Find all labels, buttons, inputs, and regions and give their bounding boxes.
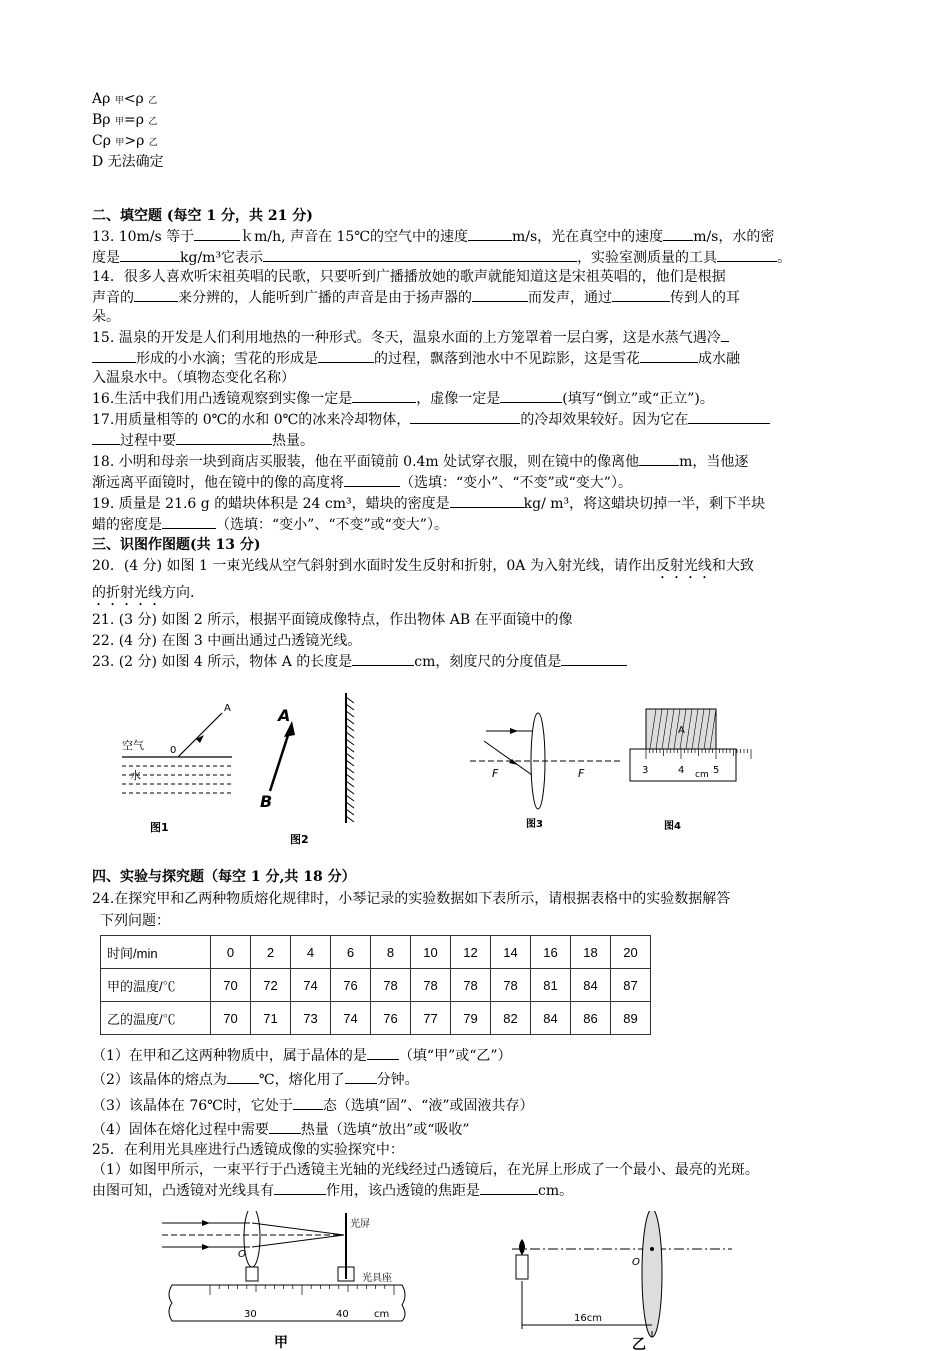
q14-line1: 14．很多人喜欢听宋祖英唱的民歌，只要听到广播播放她的歌声就能知道这是宋祖英唱的，他们是根据 bbox=[92, 269, 726, 285]
table-row bbox=[101, 1002, 651, 1035]
answer-blank[interactable] bbox=[450, 493, 524, 508]
convex-lens bbox=[642, 1211, 662, 1337]
ray-arrow bbox=[202, 1220, 210, 1226]
q23-text: cm，刻度尺的分度值是 bbox=[414, 654, 562, 670]
ruler-label-4: 4 bbox=[678, 765, 685, 776]
table-cell: 84 bbox=[571, 969, 611, 1002]
hatch-stroke bbox=[346, 718, 354, 724]
q20-line2 bbox=[92, 582, 862, 609]
q25-text: 由图可知，凸透镜对光线具有 bbox=[92, 1183, 274, 1199]
ray-arrow bbox=[196, 735, 204, 743]
table-cell: 10 bbox=[411, 936, 451, 969]
q24-text: 分钟。 bbox=[376, 1072, 419, 1088]
subscript: 甲 bbox=[114, 96, 124, 106]
q25-line: 25．在利用光具座进行凸透镜成像的实验探究中： bbox=[92, 1142, 404, 1158]
q18-text: m，当他逐 bbox=[679, 454, 749, 470]
ruler-unit: cm bbox=[695, 770, 709, 780]
q24-sub2 bbox=[92, 1067, 862, 1093]
section-2-title: 二、填空题 (每空 1 分，共 21 分) bbox=[92, 208, 313, 224]
figure-3-caption: 图3 bbox=[526, 819, 543, 830]
option-a-op: <ρ bbox=[123, 91, 149, 107]
hatch-stroke bbox=[346, 739, 354, 745]
answer-blank[interactable] bbox=[663, 226, 693, 241]
q18-line1 bbox=[92, 451, 862, 472]
answer-blank[interactable] bbox=[194, 226, 240, 241]
table-header-yi: 乙的温度/℃ bbox=[101, 1002, 211, 1035]
answer-blank[interactable] bbox=[134, 287, 178, 302]
optical-bench bbox=[169, 1285, 405, 1321]
q25-text: cm。 bbox=[538, 1183, 574, 1199]
q16-text: (填写“倒立”或“正立”)。 bbox=[562, 391, 714, 407]
q21-line: 21. (3 分) 如图 2 所示，根据平面镜成像特点，作出物体 AB 在平面镜中的像 bbox=[92, 612, 573, 628]
hatch-stroke bbox=[346, 725, 354, 731]
melting-data-table bbox=[100, 935, 651, 1035]
q13-text: m/s，光在真空中的速度 bbox=[512, 229, 664, 245]
answer-blank[interactable] bbox=[92, 430, 120, 445]
table-cell: 71 bbox=[251, 1002, 291, 1035]
q16-text: 16.生活中我们用凸透镜观察到实像一定是 bbox=[92, 391, 353, 407]
answer-blank[interactable] bbox=[318, 348, 374, 363]
hatch-stroke bbox=[346, 802, 354, 808]
distance-label: 16cm bbox=[574, 1313, 602, 1324]
answer-blank[interactable] bbox=[345, 1069, 377, 1084]
q14-text: 声音的 bbox=[92, 290, 134, 306]
lens-center bbox=[650, 1247, 654, 1251]
q25-text: 作用，该凸透镜的焦距是 bbox=[326, 1183, 480, 1199]
q18-text: （选填：“变小”、“不变”或“变大”）。 bbox=[400, 475, 632, 491]
q15-line3: 入温泉水中。（填物态变化名称） bbox=[92, 370, 295, 386]
ray-arrow bbox=[202, 1244, 210, 1250]
q13-line1 bbox=[92, 226, 862, 247]
q24-line2: 下列问题： bbox=[100, 913, 170, 929]
subscript: 甲 bbox=[114, 117, 124, 127]
figure-4-caption: 图4 bbox=[664, 821, 681, 832]
table-cell: 70 bbox=[211, 969, 251, 1002]
figure-yi bbox=[512, 1211, 732, 1351]
point-a-label: A bbox=[278, 706, 291, 725]
answer-blank[interactable] bbox=[639, 451, 679, 466]
table-header-jia: 甲的温度/℃ bbox=[101, 969, 211, 1002]
q24-text: 热量（选填“放出”或“吸收” bbox=[300, 1122, 470, 1138]
q20-emphasis: 反射光线 bbox=[655, 558, 712, 574]
answer-blank[interactable] bbox=[468, 226, 512, 241]
q13-line2 bbox=[92, 247, 862, 268]
q13-text: kg/m³它表示 bbox=[180, 250, 264, 266]
table-cell: 74 bbox=[291, 969, 331, 1002]
q24-text: 态（选填“固”、“液”或固液共存） bbox=[322, 1098, 534, 1114]
hatch-stroke bbox=[346, 781, 354, 787]
q13-text: 。 bbox=[777, 250, 792, 266]
option-a-text: Aρ bbox=[92, 91, 115, 107]
q15-line2 bbox=[92, 348, 862, 369]
q14-line2 bbox=[92, 287, 862, 308]
ruler-label-5: 5 bbox=[713, 765, 720, 776]
table-cell: 18 bbox=[571, 936, 611, 969]
figure-4 bbox=[630, 709, 751, 832]
q17-text: 热量。 bbox=[272, 433, 314, 449]
hatch-stroke bbox=[346, 711, 354, 717]
table-cell: 76 bbox=[331, 969, 371, 1002]
hatch-stroke bbox=[346, 795, 354, 801]
q19-line1 bbox=[92, 493, 862, 514]
lens-holder bbox=[246, 1267, 258, 1281]
answer-blank[interactable] bbox=[274, 1180, 326, 1195]
q14-text: 而发声，通过 bbox=[528, 290, 612, 306]
table-cell: 84 bbox=[531, 1002, 571, 1035]
option-c bbox=[92, 132, 862, 153]
q20-text: 和大致 bbox=[711, 558, 754, 574]
table-cell: 74 bbox=[331, 1002, 371, 1035]
section-4-title: 四、实验与探究题（每空 1 分,共 18 分） bbox=[92, 869, 356, 885]
q15-text: 成水融 bbox=[698, 351, 740, 367]
option-b-text: Bρ bbox=[92, 112, 115, 128]
figure-2-caption: 图2 bbox=[290, 833, 309, 846]
table-row bbox=[101, 936, 651, 969]
q13-text: ｋm/h, 声音在 15℃的空气中的速度 bbox=[240, 229, 468, 245]
q24-text: （4）固体在熔化过程中需要 bbox=[92, 1122, 269, 1138]
table-cell: 78 bbox=[411, 969, 451, 1002]
answer-blank[interactable] bbox=[263, 247, 577, 262]
answer-blank[interactable] bbox=[717, 247, 777, 262]
focus-right-label: F bbox=[578, 767, 585, 780]
q18-text: 渐远离平面镜时，他在镜中的像的高度将 bbox=[92, 475, 344, 491]
hatch-stroke bbox=[346, 746, 354, 752]
q20-line1 bbox=[92, 555, 862, 582]
point-a-label: A bbox=[224, 703, 231, 714]
subscript: 乙 bbox=[148, 138, 158, 148]
answer-blank[interactable] bbox=[472, 287, 528, 302]
q24-sub4 bbox=[92, 1119, 862, 1140]
option-c-op: >ρ bbox=[124, 133, 149, 149]
table-cell: 20 bbox=[611, 936, 651, 969]
answer-blank[interactable] bbox=[640, 348, 698, 363]
scale-unit: cm bbox=[374, 1309, 390, 1320]
table-cell: 16 bbox=[531, 936, 571, 969]
focus-left-label: F bbox=[492, 767, 499, 780]
table-cell: 82 bbox=[491, 1002, 531, 1035]
q25-1-line2 bbox=[92, 1180, 862, 1201]
q16-line bbox=[92, 388, 862, 409]
water-label: 水 bbox=[130, 769, 141, 782]
converged-ray bbox=[252, 1235, 344, 1247]
q19-text: （选填：“变小”、“不变”或“变大”）。 bbox=[216, 517, 448, 533]
scale-label-40: 40 bbox=[336, 1309, 349, 1320]
q13-text: ，实验室测质量的工具 bbox=[577, 250, 718, 266]
candle bbox=[516, 1255, 528, 1279]
figures-jia-yi bbox=[92, 1211, 862, 1351]
q17-text: 17.用质量相等的 0℃的水和 0℃的冰来冷却物体， bbox=[92, 412, 411, 428]
q14-text: 来分辨的，人能听到广播的声音是由于扬声器的 bbox=[178, 290, 472, 306]
ray-arrow bbox=[510, 728, 518, 734]
option-c-text: Cρ bbox=[92, 133, 116, 149]
answer-blank[interactable] bbox=[344, 472, 400, 487]
q17-line1 bbox=[92, 409, 862, 430]
answer-blank[interactable] bbox=[352, 388, 416, 403]
bench-ticks bbox=[210, 1285, 394, 1295]
hatch-stroke bbox=[346, 816, 354, 822]
answer-blank[interactable] bbox=[612, 287, 670, 302]
hatch-stroke bbox=[346, 767, 354, 773]
hatch-stroke bbox=[346, 788, 354, 794]
screen-label: 光屏 bbox=[350, 1219, 370, 1230]
answer-blank[interactable] bbox=[352, 651, 414, 666]
q24-line1: 24.在探究甲和乙两种物质熔化规律时，小琴记录的实验数据如下表所示，请根据表格中的实验数据解答 bbox=[92, 891, 731, 907]
table-cell: 8 bbox=[371, 936, 411, 969]
subscript: 甲 bbox=[115, 138, 125, 148]
q24-text: （2）该晶体的熔点为 bbox=[92, 1072, 227, 1088]
ruler-ticks bbox=[646, 749, 751, 759]
table-cell: 78 bbox=[451, 969, 491, 1002]
q17-text: 过程中要 bbox=[120, 433, 176, 449]
q14-line3: 朵。 bbox=[92, 309, 120, 325]
q13-text: 13. 10m/s 等于 bbox=[92, 229, 195, 245]
q19-text: kg/ m³，将这蜡块切掉一半，剩下半块 bbox=[523, 496, 766, 512]
figure-1 bbox=[122, 703, 232, 834]
answer-blank[interactable] bbox=[269, 1119, 301, 1134]
q23-line bbox=[92, 651, 862, 673]
q22-line: 22. (4 分) 在图 3 中画出通过凸透镜光线。 bbox=[92, 633, 362, 649]
lens-center-label: O bbox=[238, 1249, 246, 1260]
answer-blank[interactable] bbox=[561, 651, 627, 666]
q19-line2 bbox=[92, 514, 862, 535]
q20-text: 20．(4 分) 如图 1 一束光线从空气斜射到水面时发生反射和折射，0A 为入射光线，请作出 bbox=[92, 558, 656, 574]
option-d: D 无法确定 bbox=[92, 154, 164, 170]
hatch-stroke bbox=[346, 753, 354, 759]
air-label: 空气 bbox=[122, 739, 144, 752]
object-a-label: A bbox=[678, 725, 685, 736]
table-cell: 81 bbox=[531, 969, 571, 1002]
option-b-op: =ρ bbox=[123, 112, 149, 128]
table-cell: 78 bbox=[371, 969, 411, 1002]
q13-text: m/s，水的密 bbox=[693, 229, 775, 245]
answer-blank[interactable] bbox=[293, 1095, 323, 1110]
subscript: 乙 bbox=[148, 96, 158, 106]
figure-yi-caption: 乙 bbox=[632, 1337, 646, 1351]
q19-text: 蜡的密度是 bbox=[92, 517, 162, 533]
answer-blank[interactable] bbox=[227, 1069, 259, 1084]
q20-emphasis: 的折射光线 bbox=[92, 585, 162, 601]
table-header-time: 时间/min bbox=[101, 936, 211, 969]
subscript: 乙 bbox=[148, 117, 158, 127]
table-cell: 12 bbox=[451, 936, 491, 969]
figure-3 bbox=[470, 713, 622, 830]
hatch-stroke bbox=[346, 697, 354, 703]
table-cell: 86 bbox=[571, 1002, 611, 1035]
table-cell: 79 bbox=[451, 1002, 491, 1035]
answer-blank[interactable] bbox=[480, 1180, 538, 1195]
answer-blank[interactable] bbox=[367, 1045, 399, 1060]
table-cell: 78 bbox=[491, 969, 531, 1002]
table-cell: 72 bbox=[251, 969, 291, 1002]
point-b-label: B bbox=[260, 792, 273, 811]
hatch-stroke bbox=[346, 760, 354, 766]
table-cell: 87 bbox=[611, 969, 651, 1002]
q15-text: 的过程，飘落到池水中不见踪影，这是雪花 bbox=[374, 351, 640, 367]
figure-jia bbox=[162, 1211, 405, 1351]
q24-text: ℃，熔化用了 bbox=[258, 1072, 345, 1088]
table-cell: 77 bbox=[411, 1002, 451, 1035]
table-row bbox=[101, 969, 651, 1002]
lens-center-label: O bbox=[632, 1257, 640, 1268]
q24-text: （3）该晶体在 76℃时，它处于 bbox=[92, 1098, 293, 1114]
answer-blank[interactable] bbox=[176, 430, 272, 445]
scale-label-30: 30 bbox=[244, 1309, 257, 1320]
hatch-stroke bbox=[346, 809, 354, 815]
table-cell: 89 bbox=[611, 1002, 651, 1035]
q17-text: 的冷却效果较好。因为它在 bbox=[520, 412, 689, 428]
q24-text: （填“甲”或“乙”） bbox=[398, 1048, 512, 1064]
table-cell: 4 bbox=[291, 936, 331, 969]
q18-text: 18. 小明和母亲一块到商店买服装，他在平面镜前 0.4m 处试穿衣服，则在镜中的像离他 bbox=[92, 454, 640, 470]
ruler-label-3: 3 bbox=[642, 765, 649, 776]
table-cell: 14 bbox=[491, 936, 531, 969]
hatch-stroke bbox=[346, 732, 354, 738]
table-cell: 2 bbox=[251, 936, 291, 969]
table-cell: 76 bbox=[371, 1002, 411, 1035]
q16-text: ，虚像一定是 bbox=[416, 391, 501, 407]
answer-blank[interactable] bbox=[92, 348, 136, 363]
bench-label: 光具座 bbox=[362, 1273, 392, 1284]
answer-blank[interactable] bbox=[162, 514, 216, 529]
converged-ray bbox=[252, 1223, 344, 1235]
figures-1-4 bbox=[92, 691, 862, 861]
convex-lens bbox=[244, 1211, 260, 1267]
incident-ray bbox=[178, 713, 222, 757]
q19-text: 19. 质量是 21.6 g 的蜡块体积是 24 cm³，蜡块的密度是 bbox=[92, 496, 450, 512]
q24-text: （1）在甲和乙这两种物质中，属于晶体的是 bbox=[92, 1048, 367, 1064]
hatch-stroke bbox=[346, 704, 354, 710]
mirror-hatch bbox=[346, 697, 354, 822]
table-cell: 73 bbox=[291, 1002, 331, 1035]
q24-sub1 bbox=[92, 1045, 862, 1067]
q20-text: 方向. bbox=[162, 585, 195, 601]
point-o-label: 0 bbox=[170, 745, 177, 756]
exam-page bbox=[92, 90, 862, 1351]
table-cell: 70 bbox=[211, 1002, 251, 1035]
option-b bbox=[92, 111, 862, 132]
object-ab bbox=[270, 729, 290, 791]
q13-text: 度是 bbox=[92, 250, 120, 266]
answer-blank[interactable] bbox=[120, 247, 180, 262]
q15-line1 bbox=[92, 327, 862, 348]
answer-blank[interactable] bbox=[688, 409, 770, 424]
q25-1-line1: （1）如图甲所示，一束平行于凸透镜主光轴的光线经过凸透镜后，在光屏上形成了一个最小、最亮的光斑。 bbox=[92, 1162, 759, 1178]
figure-1-caption: 图1 bbox=[150, 821, 169, 834]
q24-sub3 bbox=[92, 1093, 862, 1119]
hatch-stroke bbox=[346, 774, 354, 780]
answer-blank[interactable] bbox=[721, 327, 729, 342]
candle-flame bbox=[519, 1239, 525, 1255]
q17-line2 bbox=[92, 430, 862, 451]
figure-jia-caption: 甲 bbox=[274, 1335, 288, 1351]
q15-text: 形成的小水滴；雪花的形成是 bbox=[136, 351, 318, 367]
option-a bbox=[92, 90, 862, 111]
q15-text: 15. 温泉的开发是人们利用地热的一种形式。冬天，温泉水面的上方笼罩着一层白雾，这是水蒸气遇冷 bbox=[92, 330, 721, 346]
table-cell: 0 bbox=[211, 936, 251, 969]
q23-text: 23. (2 分) 如图 4 所示，物体 A 的长度是 bbox=[92, 654, 353, 670]
q14-text: 传到人的耳 bbox=[670, 290, 740, 306]
table-cell: 6 bbox=[331, 936, 371, 969]
section-3-title: 三、识图作图题(共 13 分) bbox=[92, 537, 261, 553]
answer-blank[interactable] bbox=[410, 409, 520, 424]
q18-line2 bbox=[92, 472, 862, 493]
answer-blank[interactable] bbox=[500, 388, 562, 403]
figure-2 bbox=[260, 693, 354, 846]
